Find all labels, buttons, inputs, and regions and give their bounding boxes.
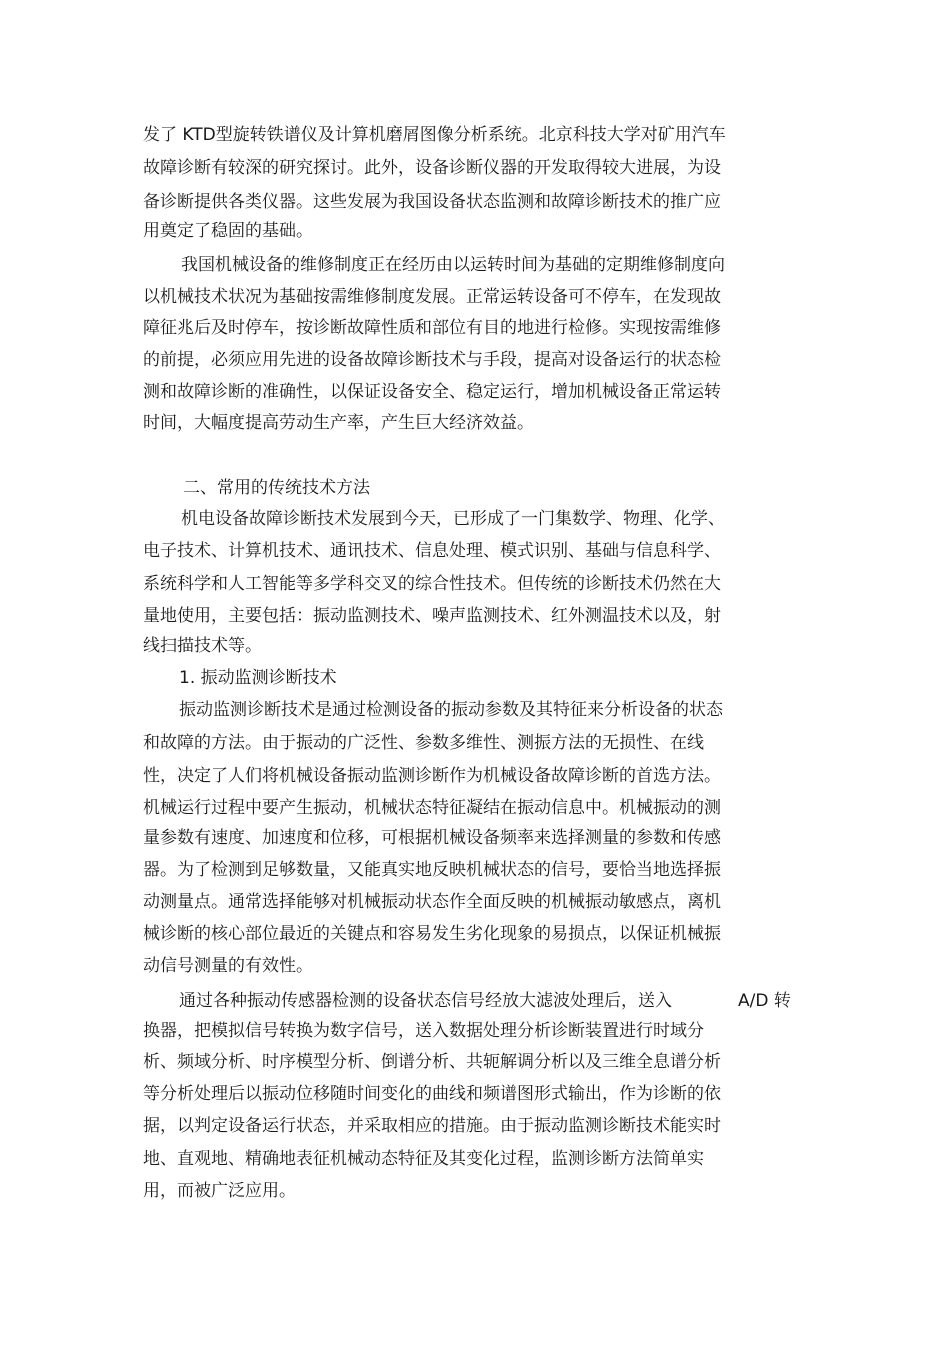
text-line: 备诊断提供各类仪器。这些发展为我国设备状态监测和故障诊断技术的推广应 <box>143 192 721 212</box>
text-line: 器。为了检测到足够数量，又能真实地反映机械状态的信号，要恰当地选择振 <box>143 860 721 880</box>
text-line: 我国机械设备的维修制度正在经历由以运转时间为基础的定期维修制度向 <box>181 255 725 275</box>
text-line: 析、频域分析、时序模型分析、倒谱分析、共轭解调分析以及三维全息谱分析 <box>143 1052 721 1072</box>
text-line: 械诊断的核心部位最近的关键点和容易发生劣化现象的易损点，以保证机械振 <box>143 924 721 944</box>
text-line: 发了 KTD型旋转铁谱仪及计算机磨屑图像分析系统。北京科技大学对矿用汽车 <box>143 125 726 145</box>
text-line: 故障诊断有较深的研究探讨。此外，设备诊断仪器的开发取得较大进展，为设 <box>143 158 721 178</box>
text-line: 性，决定了人们将机械设备振动监测诊断作为机械设备故障诊断的首选方法。 <box>143 766 721 786</box>
text-line-tail: A/D 转 <box>738 991 791 1011</box>
text-line: 的前提，必须应用先进的设备故障诊断技术与手段，提高对设备运行的状态检 <box>143 350 721 370</box>
text-line: 时间，大幅度提高劳动生产率，产生巨大经济效益。 <box>143 413 534 433</box>
text-line: 据，以判定设备运行状态，并采取相应的措施。由于振动监测诊断技术能实时 <box>143 1116 721 1136</box>
text-line: 测和故障诊断的准确性，以保证设备安全、稳定运行，增加机械设备正常运转 <box>143 382 721 402</box>
text-line: 线扫描技术等。 <box>143 636 262 656</box>
text-line: 量地使用，主要包括：振动监测技术、噪声监测技术、红外测温技术以及，射 <box>143 606 721 626</box>
text-line: 用奠定了稳固的基础。 <box>143 221 313 241</box>
text-line: 以机械技术状况为基础按需维修制度发展。正常运转设备可不停车，在发现故 <box>143 287 721 307</box>
text-line: 机械运行过程中要产生振动，机械状态特征凝结在振动信息中。机械振动的测 <box>143 798 721 818</box>
text-line: 动信号测量的有效性。 <box>143 956 313 976</box>
text-line: 障征兆后及时停车，按诊断故障性质和部位有目的地进行检修。实现按需维修 <box>143 318 721 338</box>
text-line: 用，而被广泛应用。 <box>143 1181 296 1201</box>
text-line: 系统科学和人工智能等多学科交叉的综合性技术。但传统的诊断技术仍然在大 <box>143 574 721 594</box>
text-line: 换器，把模拟信号转换为数字信号，送入数据处理分析诊断装置进行时域分 <box>143 1021 704 1041</box>
text-line: 电子技术、计算机技术、通讯技术、信息处理、模式识别、基础与信息科学、 <box>143 541 721 561</box>
text-line: 等分析处理后以振动位移随时间变化的曲线和频谱图形式输出，作为诊断的依 <box>143 1084 721 1104</box>
text-line: 和故障的方法。由于振动的广泛性、参数多维性、测振方法的无损性、在线 <box>143 733 704 753</box>
text-line: 振动监测诊断技术是通过检测设备的振动参数及其特征来分析设备的状态 <box>179 700 723 720</box>
text-line: 动测量点。通常选择能够对机械振动状态作全面反映的机械振动敏感点，离机 <box>143 892 721 912</box>
text-line: 机电设备故障诊断技术发展到今天，已形成了一门集数学、物理、化学、 <box>181 509 725 529</box>
subsection-heading: 1. 振动监测诊断技术 <box>179 668 337 688</box>
section-heading: 二、常用的传统技术方法 <box>183 478 370 498</box>
text-line: 量参数有速度、加速度和位移，可根据机械设备频率来选择测量的参数和传感 <box>143 828 721 848</box>
text-line: 通过各种振动传感器检测的设备状态信号经放大滤波处理后，送入 <box>179 991 672 1011</box>
text-line: 地、直观地、精确地表征机械动态特征及其变化过程，监测诊断方法简单实 <box>143 1149 704 1169</box>
